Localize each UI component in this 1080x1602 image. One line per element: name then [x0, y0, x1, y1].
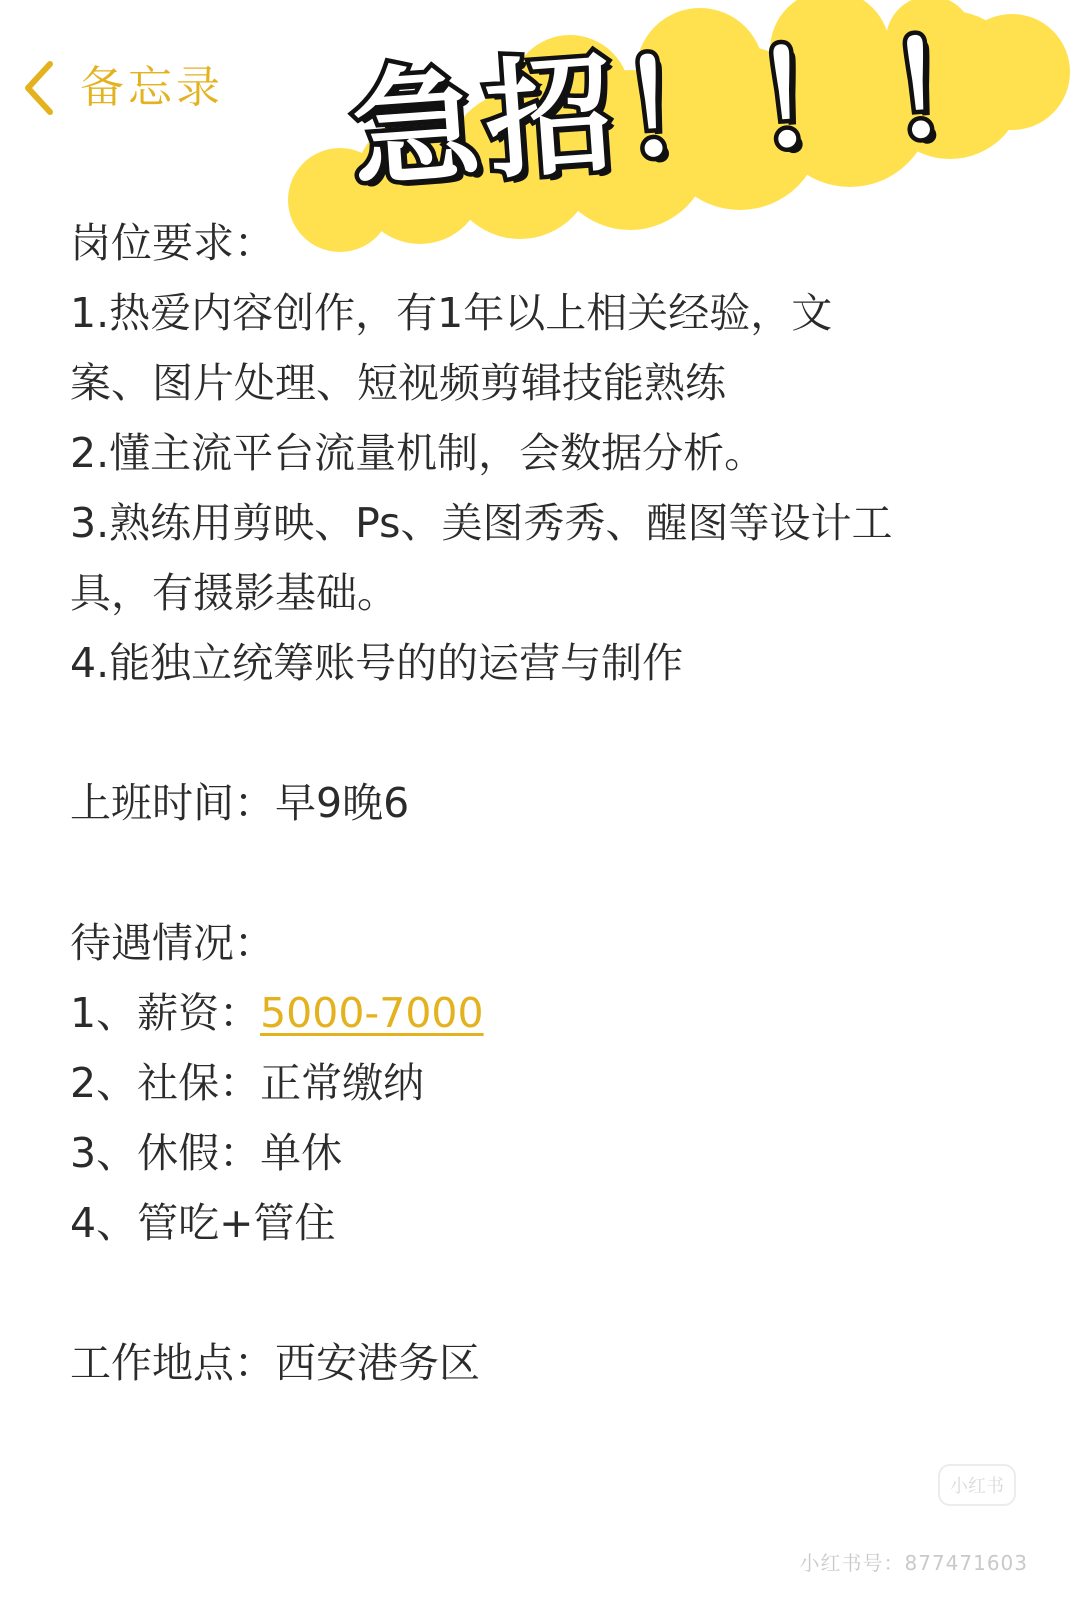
requirement-line: 4.能独立统筹账号的的运营与制作 — [70, 639, 684, 687]
benefits-heading: 待遇情况： — [70, 919, 275, 967]
sticker-text: 急招！！！ — [346, 11, 1026, 207]
requirement-line: 案、图片处理、短视频剪辑技能熟练 — [70, 359, 726, 407]
requirement-line: 3.熟练用剪映、Ps、美图秀秀、醒图等设计工 — [70, 499, 893, 547]
requirements-heading: 岗位要求： — [70, 219, 275, 267]
blank-line — [70, 1258, 1030, 1328]
watermark-text: 小红书号：877471603 — [799, 1551, 1028, 1575]
benefit-line: 4、管吃+管住 — [70, 1199, 336, 1247]
benefit-line: 3、休假：单休 — [70, 1129, 343, 1177]
benefit-line: 2、社保：正常缴纳 — [70, 1059, 425, 1107]
requirement-line: 具，有摄影基础。 — [70, 569, 398, 617]
salary-link[interactable]: 5000-7000 — [260, 989, 484, 1037]
requirement-line: 1.热爱内容创作，有1年以上相关经验，文 — [70, 289, 833, 337]
back-label: 备忘录 — [80, 62, 224, 113]
chevron-left-icon — [22, 58, 56, 118]
salary-line — [70, 978, 1030, 1048]
work-location: 工作地点：西安港务区 — [70, 1339, 480, 1387]
blank-line — [70, 698, 1030, 768]
watermark-logo: 小红书 — [938, 1464, 1016, 1506]
requirement-line: 2.懂主流平台流量机制，会数据分析。 — [70, 429, 766, 477]
blank-line — [70, 838, 1030, 908]
salary-label: 1、薪资： — [70, 989, 261, 1037]
note-body — [70, 208, 1030, 1398]
work-hours: 上班时间：早9晚6 — [70, 779, 410, 827]
back-button[interactable] — [22, 58, 224, 118]
